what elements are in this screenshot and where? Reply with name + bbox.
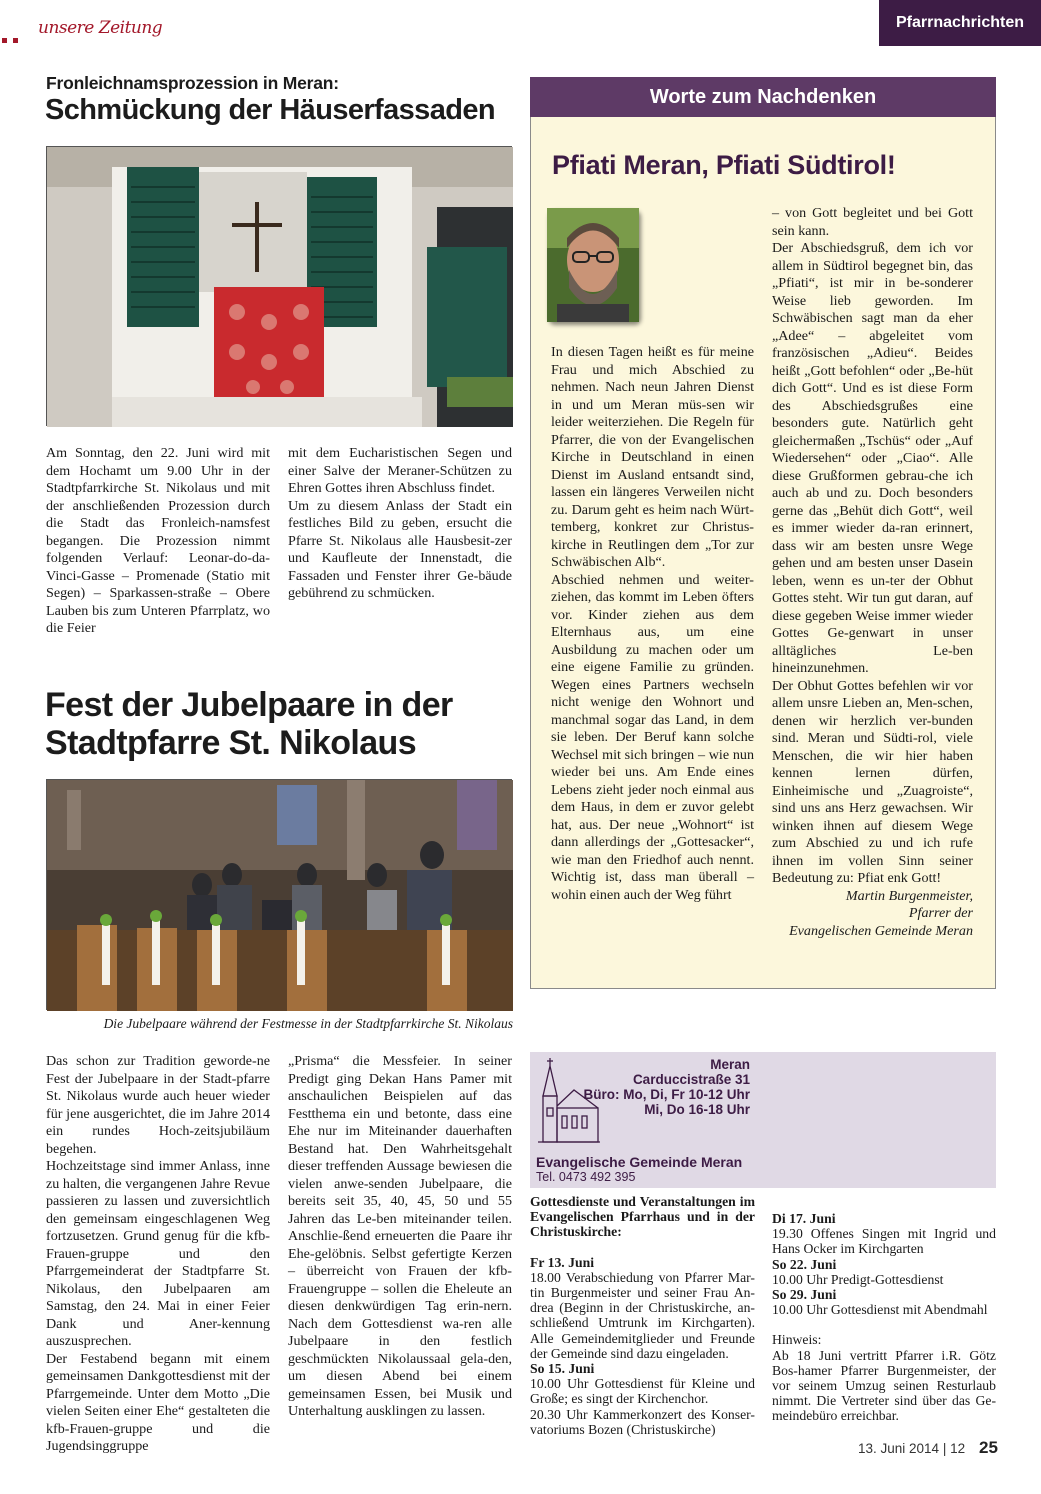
schedule-column-1	[530, 1194, 755, 1437]
author-role: Pfarrer der	[908, 905, 973, 921]
parish-phone: Tel. 0473 492 395	[536, 1170, 636, 1184]
schedule-date: So 15. Juni	[530, 1361, 595, 1377]
paragraph: Der Obhut Gottes befehlen wir vor allem unsre Lieben an, Men-schen, denen wir herzlich ver-bunden sind. Meran und Südti-rol, viele Menschen, die wir hier haben kennen lernen dürfen, Einheimische und „Zuagroiste“, sind uns ans Herz gewachsen. Wir winken ihnen auf diesem Wege zum Abschied zu und ich rufe ihnen im vollen Sinn seiner Bedeutung zu: Pfiat enk Gott!	[772, 677, 973, 886]
schedule-entry: 18.00 Verabschiedung von Pfarrer Mar-tin Burgenmeister und seiner Frau An-drea (Beginn in der Christuskirche, an-schließend Umtrunk im Kirchgarten). Alle Gemeindemitglieder und Freunde der Gemeinde sind dazu eingeladen.	[530, 1269, 755, 1361]
paragraph: – von Gott begleitet und bei Gott sein kann.	[772, 205, 973, 239]
church-photo	[46, 779, 512, 1010]
paragraph: Am Sonntag, den 22. Juni wird mit dem Hochamt um 9.00 Uhr in der Stadtpfarrkirche St. Nikolaus und mit der anschließenden Prozession durch die Stadt das Fronleich-namsfest begangen. Die Prozession nimmt folgenden Verlauf: Leonar-do-da-Vinci-Gasse – Promenade (Statio mit Segen) – Sparkassen-straße – Obere Lauben bis zum Unteren Pfarrplatz, wo die Feier	[46, 445, 270, 636]
paragraph: mit dem Eucharistischen Segen und einer Salve der Meraner-Schützen zu Ehren Gottes ihren Abschluss findet.	[288, 445, 512, 496]
author-name: Martin Burgenmeister,	[845, 887, 973, 904]
reflection-box-header: Worte zum Nachdenken	[530, 77, 996, 117]
schedule-entry: 10.00 Uhr Gottesdienst mit Abendmahl	[772, 1302, 988, 1318]
paragraph: Der Abschiedsgruß, dem ich vor allem in Südtirol begegnet bin, das „Pfiati“, ist mir in be-sonderer Weise lieb geworden. Im Schwäbischen sagt man da eher „Adee“ – abgeleitet vom französischen „Adieu“. Beides heißt „Gott befohlen“ oder „Be-hüt dich Gott“. Und es ist diese Form des Abschiedsgrußes eine besonders gute. Natürlich geht gleichermaßen „Tschüs“ oder „Auf Wiedersehen“ oder „Ciao“. Alle diese Grußformen gebrau-che ich auch ab und zu. Doch besonders gerne das „Behüt dich Gott“, weil es immer wieder da-ran erinnert, dass wir am besten unsre Wege gehen und am besten unser Dasein leben, wenn es un-ter der Obhut Gottes steht. Wir tun gut daran, auf diese gegeben Weise immer wieder Gottes Ge-genwart in unser alltägliches Le-ben hineinzunehmen.	[772, 240, 973, 676]
author-portrait	[547, 208, 639, 322]
paragraph: Abschied nehmen und weiter-ziehen, das kommt im Leben öfters vor. Kinder ziehen aus dem Elternhaus aus, um eine Ausbildung zu machen oder um eine eigene Familie zu gründen. Wegen eines Partners wechseln nicht wenige den Wohnort und manchmal sogar das Land, in dem sie leben. Der Beruf kann solche Wechsel mit sich bringen – wie nun wieder bei uns. Am Ende eines Lebens zieht jeder noch einmal aus dem Haus, in dem er zuvor gelebt hat, aus. Der neue „Wohnort“ ist dann allerdings der „Gottesacker“, wie man den Friedhof auch nennt. Wichtig ist, dass man überall – wohin einen auch der Weg führt	[551, 571, 754, 903]
article2-column-1	[46, 1053, 270, 1456]
note-label: Hinweis:	[772, 1332, 822, 1348]
facade-photo	[46, 146, 512, 426]
paragraph: „Prisma“ die Messfeier. In seiner Predigt ging Dekan Hans Pamer mit anschaulichen Beispielen auf das Festthema ein und betonte, dass eine Ehe nur im Miteinander dauerhaften Bestand hat. Den Wahrheitsgehalt dieser treffenden Aussage bewiesen die vielen anwe-senden Jubelpaare, die bereits seit 35, 40, 45, 50 und 55 Jahren das Le-ben miteinander teilen. Anschlie-ßend erneuerten die Paare ihr Ehe-gelöbnis. Selbst gefertigte Kerzen – überreicht von Frauen der kfb-Frauengruppe – sollen die Eheleute an diesen denkwürdigen Tag erin-nern. Nach dem Gottesdienst wa-ren alle Jubelpaare in den festlich geschmückten Nikolaussaal gela-den, um diesen Abend bei einem gemeinsamen Essen, bei Musik und Unterhaltung ausklingen zu lassen.	[288, 1053, 512, 1419]
office-hours-1: Büro: Mo, Di, Fr 10-12 Uhr	[583, 1087, 750, 1102]
reflection-column-2	[772, 205, 973, 940]
paragraph: Das schon zur Tradition geworde-ne Fest der Jubelpaare in der Stadt-pfarre St. Nikolaus wurde auch heuer wieder für jene ausgerichtet, die im Jahre 2014 ein rundes Hoch-zeitsjubiläum begehen.	[46, 1053, 270, 1157]
schedule-heading: Gottesdienste und Veranstaltungen im Evangelischen Pfarrhaus und in der Christuskirche:	[530, 1194, 755, 1240]
paragraph: Um zu diesem Anlass der Stadt ein festliches Bild zu geben, ersucht die Pfarre St. Nikolaus alle Hausbesit-zer und Kaufleute der Innenstadt, die Fassaden und Fenster ihrer Ge-bäude gebührend zu schmücken.	[288, 497, 512, 601]
parish-address	[580, 1057, 750, 1117]
header-decoration	[2, 30, 26, 36]
schedule-entry: 10.00 Uhr Predigt-Gottesdienst	[772, 1271, 944, 1287]
parish-street: Carduccistraße 31	[632, 1072, 750, 1087]
note-text: Ab 18 Juni vertritt Pfarrer i.R. Götz Bos-hamer Pfarrer Burgenmeister, der vor seinem Umzug seinen Resturlaub nimmt. Die Vertreter sind über das Ge-meindebüro erreichbar.	[772, 1347, 996, 1424]
office-hours-2: Mi, Do 16-18 Uhr	[644, 1102, 750, 1117]
article1-headline: Schmückung der Häuserfassaden	[45, 94, 495, 126]
schedule-date: Fr 13. Juni	[530, 1254, 595, 1270]
section-label: Pfarrnachrichten	[879, 0, 1041, 46]
article2-column-2	[288, 1053, 512, 1421]
parish-city: Meran	[710, 1057, 750, 1072]
schedule-date: Di 17. Juni	[772, 1211, 836, 1226]
schedule-date: So 22. Juni	[772, 1256, 837, 1272]
article1-kicker: Fronleichnamsprozession in Meran:	[46, 73, 339, 93]
article1-column-2	[288, 445, 512, 603]
article2-headline: Fest der Jubelpaare in der Stadtpfarre St. Nikolaus	[45, 686, 453, 762]
page-number: 25	[979, 1438, 998, 1457]
author-parish: Evangelischen Gemeinde Meran	[789, 922, 973, 939]
paragraph: Hochzeitstage sind immer Anlass, inne zu halten, die vergangenen Jahre Revue passieren zu lassen und zuversichtlich den gemeinsam eingeschlagenen Weg fortzusetzen. Grund genug für die kfb-Frauen-gruppe und den Pfarrgemeinderat der Stadtpfarre St. Nikolaus, den Jubelpaaren am Samstag, den 24. Mai in einer Feier Dank und Aner-kennung auszusprechen.	[46, 1158, 270, 1349]
article1-column-1	[46, 445, 270, 638]
schedule-column-2	[772, 1196, 996, 1424]
paragraph: In diesen Tagen heißt es für meine Frau und mich Abschied zu nehmen. Nach neun Jahren Dienst in und um Meran müs-sen wir leider weiterziehen. Die Regeln für Pfarrer, die von der Evangelischen Kirche in Deutschland in einen Dienst im Ausland entsandt sind, lassen ein längeres Verweilen nicht zu. Darum geht es heim nach Würt-temberg, konkret zur Christus-kirche in Reutlingen dem „Tor zur Schwäbischen Alb“.	[551, 344, 754, 570]
photo-caption: Die Jubelpaare während der Festmesse in der Stadtpfarrkirche St. Nikolaus	[103, 1016, 513, 1031]
schedule-entry: 19.30 Offenes Singen mit Ingrid und Hans Ocker im Kirchgarten	[772, 1226, 996, 1257]
reflection-title: Pfiati Meran, Pfiati Südtirol!	[552, 150, 896, 180]
reflection-column-1	[551, 344, 754, 904]
schedule-entry: 20.30 Uhr Kammerkonzert des Konser-vatoriums Bozen (Christuskirche)	[530, 1406, 755, 1437]
parish-name: Evangelische Gemeinde Meran	[536, 1154, 743, 1170]
paragraph: Der Festabend begann mit einem gemeinsamen Dankgottesdienst mit der Pfarrgemeinde. Unter dem Motto „Die vielen Seiten einer Ehe“ gestalteten die kfb-Frauen-gruppe und die Jugendsinggruppe	[46, 1350, 270, 1454]
brand-logo: unsere Zeitung	[38, 18, 163, 38]
schedule-continuation	[772, 1196, 996, 1211]
issue-date: 13. Juni 2014 | 12	[858, 1441, 966, 1456]
schedule-date: So 29. Juni	[772, 1287, 837, 1303]
schedule-entry: 10.00 Uhr Gottesdienst für Kleine und Große; es singt der Kirchenchor.	[530, 1376, 755, 1407]
